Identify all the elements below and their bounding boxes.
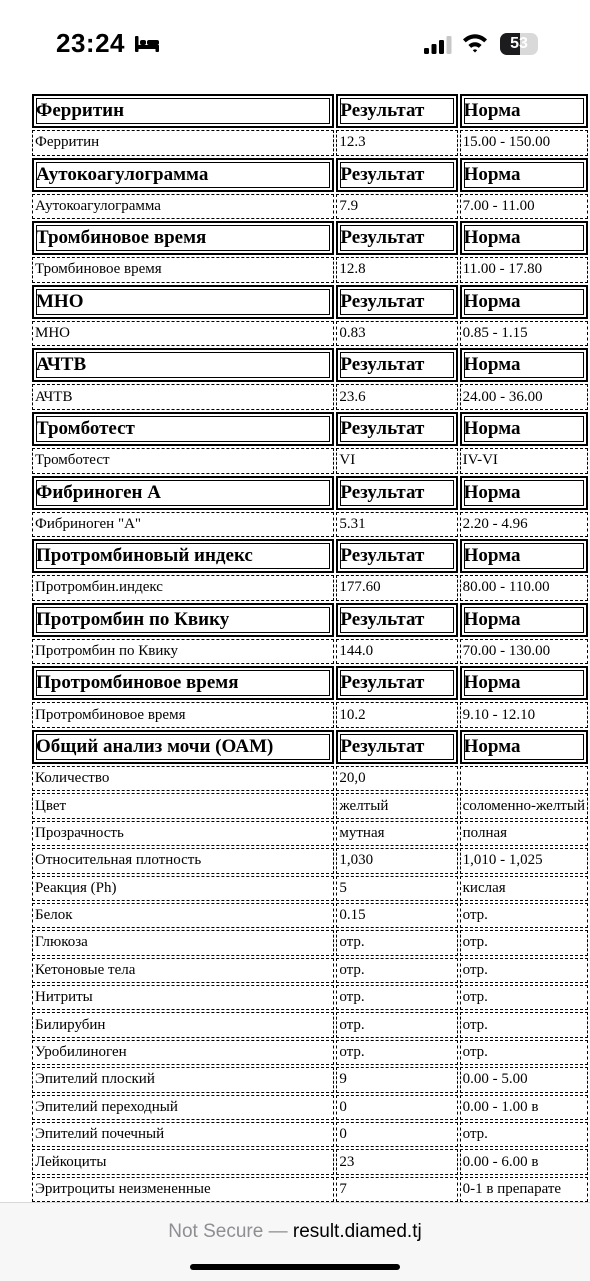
section-title: Общий анализ мочи (ОАМ) bbox=[32, 730, 334, 764]
result-column-header: Результат bbox=[336, 158, 457, 192]
result-row bbox=[32, 448, 588, 474]
result-column-header: Результат bbox=[336, 476, 457, 510]
result-value: 9 bbox=[336, 1067, 457, 1092]
norm-value: IV-VI bbox=[460, 448, 588, 474]
result-value: 1,030 bbox=[336, 848, 457, 873]
result-value: 0.15 bbox=[336, 903, 457, 928]
norm-value bbox=[460, 766, 588, 791]
result-row bbox=[32, 1177, 588, 1202]
url-display[interactable] bbox=[0, 1221, 590, 1243]
result-value: VI bbox=[336, 448, 457, 474]
test-name: Тромботест bbox=[32, 448, 334, 474]
test-name: Протромбиновое время bbox=[32, 702, 334, 728]
norm-value: отр. bbox=[460, 958, 588, 983]
section-title: Аутокоагулограмма bbox=[32, 158, 334, 192]
test-name: Аутокоагулограмма bbox=[32, 194, 334, 220]
result-column-header: Результат bbox=[336, 221, 457, 255]
norm-value: 15.00 - 150.00 bbox=[460, 130, 588, 156]
result-value: 12.3 bbox=[336, 130, 457, 156]
result-value: 10.2 bbox=[336, 702, 457, 728]
result-row bbox=[32, 512, 588, 538]
result-row bbox=[32, 639, 588, 665]
test-name: АЧТВ bbox=[32, 384, 334, 410]
section-header-row bbox=[32, 221, 588, 255]
result-value: 5 bbox=[336, 876, 457, 901]
result-column-header: Результат bbox=[336, 94, 457, 128]
test-name: Лейкоциты bbox=[32, 1149, 334, 1174]
result-column-header: Результат bbox=[336, 539, 457, 573]
section-header-row bbox=[32, 285, 588, 319]
result-value: 177.60 bbox=[336, 575, 457, 601]
status-time: 23:24 bbox=[56, 28, 125, 58]
norm-column-header: Норма bbox=[460, 94, 588, 128]
test-name: Фибриноген "А" bbox=[32, 512, 334, 538]
result-value: отр. bbox=[336, 958, 457, 983]
section-header-row bbox=[32, 539, 588, 573]
result-column-header: Результат bbox=[336, 412, 457, 446]
section-title: Ферритин bbox=[32, 94, 334, 128]
result-value: 23 bbox=[336, 1149, 457, 1174]
result-value: 7.9 bbox=[336, 194, 457, 220]
result-value: 0 bbox=[336, 1095, 457, 1120]
test-name: Реакция (Ph) bbox=[32, 876, 334, 901]
result-value: 20,0 bbox=[336, 766, 457, 791]
norm-value: 11.00 - 17.80 bbox=[460, 257, 588, 283]
norm-value: соломенно-желтый bbox=[460, 793, 588, 818]
norm-value: отр. bbox=[460, 985, 588, 1010]
norm-column-header: Норма bbox=[460, 285, 588, 319]
section-header-row bbox=[32, 348, 588, 382]
test-name: Билирубин bbox=[32, 1012, 334, 1037]
norm-column-header: Норма bbox=[460, 476, 588, 510]
test-name: Ферритин bbox=[32, 130, 334, 156]
norm-value: кислая bbox=[460, 876, 588, 901]
result-row bbox=[32, 1040, 588, 1065]
norm-value: 0.85 - 1.15 bbox=[460, 321, 588, 347]
result-column-header: Результат bbox=[336, 603, 457, 637]
result-value: 144.0 bbox=[336, 639, 457, 665]
result-row bbox=[32, 848, 588, 873]
result-value: 0 bbox=[336, 1122, 457, 1147]
result-column-header: Результат bbox=[336, 285, 457, 319]
section-title: МНО bbox=[32, 285, 334, 319]
result-value: отр. bbox=[336, 1040, 457, 1065]
battery-percent: 53 bbox=[510, 35, 528, 52]
section-title: Фибриноген А bbox=[32, 476, 334, 510]
test-name: Эпителий переходный bbox=[32, 1095, 334, 1120]
section-title: Тромботест bbox=[32, 412, 334, 446]
test-name: Нитриты bbox=[32, 985, 334, 1010]
result-row bbox=[32, 1012, 588, 1037]
result-row bbox=[32, 930, 588, 955]
url-domain: result.diamed.tj bbox=[292, 1221, 422, 1242]
norm-value: 7.00 - 11.00 bbox=[460, 194, 588, 220]
norm-value: 9.10 - 12.10 bbox=[460, 702, 588, 728]
result-column-header: Результат bbox=[336, 666, 457, 700]
section-title: Тромбиновое время bbox=[32, 221, 334, 255]
norm-value: отр. bbox=[460, 1012, 588, 1037]
section-title: Протромбин по Квику bbox=[32, 603, 334, 637]
result-value: 12.8 bbox=[336, 257, 457, 283]
norm-value: 1,010 - 1,025 bbox=[460, 848, 588, 873]
section-header-row bbox=[32, 730, 588, 764]
norm-value: отр. bbox=[460, 903, 588, 928]
test-name: Относительная плотность bbox=[32, 848, 334, 873]
result-row bbox=[32, 321, 588, 347]
section-header-row bbox=[32, 412, 588, 446]
result-value: 7 bbox=[336, 1177, 457, 1202]
browser-address-bar[interactable] bbox=[0, 1202, 590, 1281]
norm-column-header: Норма bbox=[460, 603, 588, 637]
test-name: Уробилиноген bbox=[32, 1040, 334, 1065]
result-value: 23.6 bbox=[336, 384, 457, 410]
result-row bbox=[32, 130, 588, 156]
norm-value: отр. bbox=[460, 1040, 588, 1065]
test-name: Эритроциты неизмененные bbox=[32, 1177, 334, 1202]
norm-column-header: Норма bbox=[460, 348, 588, 382]
test-name: Тромбиновое время bbox=[32, 257, 334, 283]
test-name: МНО bbox=[32, 321, 334, 347]
result-value: мутная bbox=[336, 821, 457, 846]
norm-column-header: Норма bbox=[460, 158, 588, 192]
norm-value: 70.00 - 130.00 bbox=[460, 639, 588, 665]
result-row bbox=[32, 1067, 588, 1092]
test-name: Протромбин.индекс bbox=[32, 575, 334, 601]
test-name: Глюкоза bbox=[32, 930, 334, 955]
test-name: Протромбин по Квику bbox=[32, 639, 334, 665]
result-row bbox=[32, 985, 588, 1010]
section-header-row bbox=[32, 158, 588, 192]
result-row bbox=[32, 958, 588, 983]
result-row bbox=[32, 821, 588, 846]
norm-column-header: Норма bbox=[460, 539, 588, 573]
test-name: Цвет bbox=[32, 793, 334, 818]
norm-value: 2.20 - 4.96 bbox=[460, 512, 588, 538]
lab-results-table bbox=[30, 92, 590, 1202]
result-value: желтый bbox=[336, 793, 457, 818]
result-value: отр. bbox=[336, 985, 457, 1010]
web-page-content[interactable] bbox=[0, 90, 590, 1202]
result-column-header: Результат bbox=[336, 730, 457, 764]
test-name: Белок bbox=[32, 903, 334, 928]
norm-value: 80.00 - 110.00 bbox=[460, 575, 588, 601]
result-row bbox=[32, 257, 588, 283]
test-name: Эпителий почечный bbox=[32, 1122, 334, 1147]
section-header-row bbox=[32, 666, 588, 700]
norm-value: отр. bbox=[460, 1122, 588, 1147]
norm-column-header: Норма bbox=[460, 666, 588, 700]
result-row bbox=[32, 194, 588, 220]
test-name: Количество bbox=[32, 766, 334, 791]
result-value: отр. bbox=[336, 1012, 457, 1037]
result-row bbox=[32, 903, 588, 928]
home-indicator[interactable] bbox=[190, 1264, 400, 1270]
result-row bbox=[32, 1095, 588, 1120]
result-row bbox=[32, 766, 588, 791]
test-name: Кетоновые тела bbox=[32, 958, 334, 983]
result-row bbox=[32, 575, 588, 601]
norm-column-header: Норма bbox=[460, 730, 588, 764]
result-value: 5.31 bbox=[336, 512, 457, 538]
result-row bbox=[32, 702, 588, 728]
cellular-signal-icon bbox=[424, 36, 452, 59]
section-title: Протромбиновый индекс bbox=[32, 539, 334, 573]
section-header-row bbox=[32, 476, 588, 510]
section-header-row bbox=[32, 94, 588, 128]
result-value: отр. bbox=[336, 930, 457, 955]
section-title: АЧТВ bbox=[32, 348, 334, 382]
result-row bbox=[32, 793, 588, 818]
status-bar bbox=[0, 0, 590, 90]
norm-value: 24.00 - 36.00 bbox=[460, 384, 588, 410]
wifi-icon bbox=[462, 33, 488, 58]
section-title: Протромбиновое время bbox=[32, 666, 334, 700]
result-row bbox=[32, 876, 588, 901]
sleep-bed-icon bbox=[134, 34, 160, 59]
norm-column-header: Норма bbox=[460, 221, 588, 255]
norm-value: отр. bbox=[460, 930, 588, 955]
result-row bbox=[32, 384, 588, 410]
battery-icon bbox=[500, 33, 538, 55]
norm-value: 0-1 в препарате bbox=[460, 1177, 588, 1202]
result-column-header: Результат bbox=[336, 348, 457, 382]
test-name: Прозрачность bbox=[32, 821, 334, 846]
norm-value: 0.00 - 6.00 в bbox=[460, 1149, 588, 1174]
norm-value: 0.00 - 5.00 bbox=[460, 1067, 588, 1092]
result-row bbox=[32, 1122, 588, 1147]
section-header-row bbox=[32, 603, 588, 637]
norm-value: 0.00 - 1.00 в bbox=[460, 1095, 588, 1120]
result-row bbox=[32, 1149, 588, 1174]
norm-column-header: Норма bbox=[460, 412, 588, 446]
not-secure-label: Not Secure — bbox=[168, 1221, 288, 1242]
test-name: Эпителий плоский bbox=[32, 1067, 334, 1092]
result-value: 0.83 bbox=[336, 321, 457, 347]
norm-value: полная bbox=[460, 821, 588, 846]
